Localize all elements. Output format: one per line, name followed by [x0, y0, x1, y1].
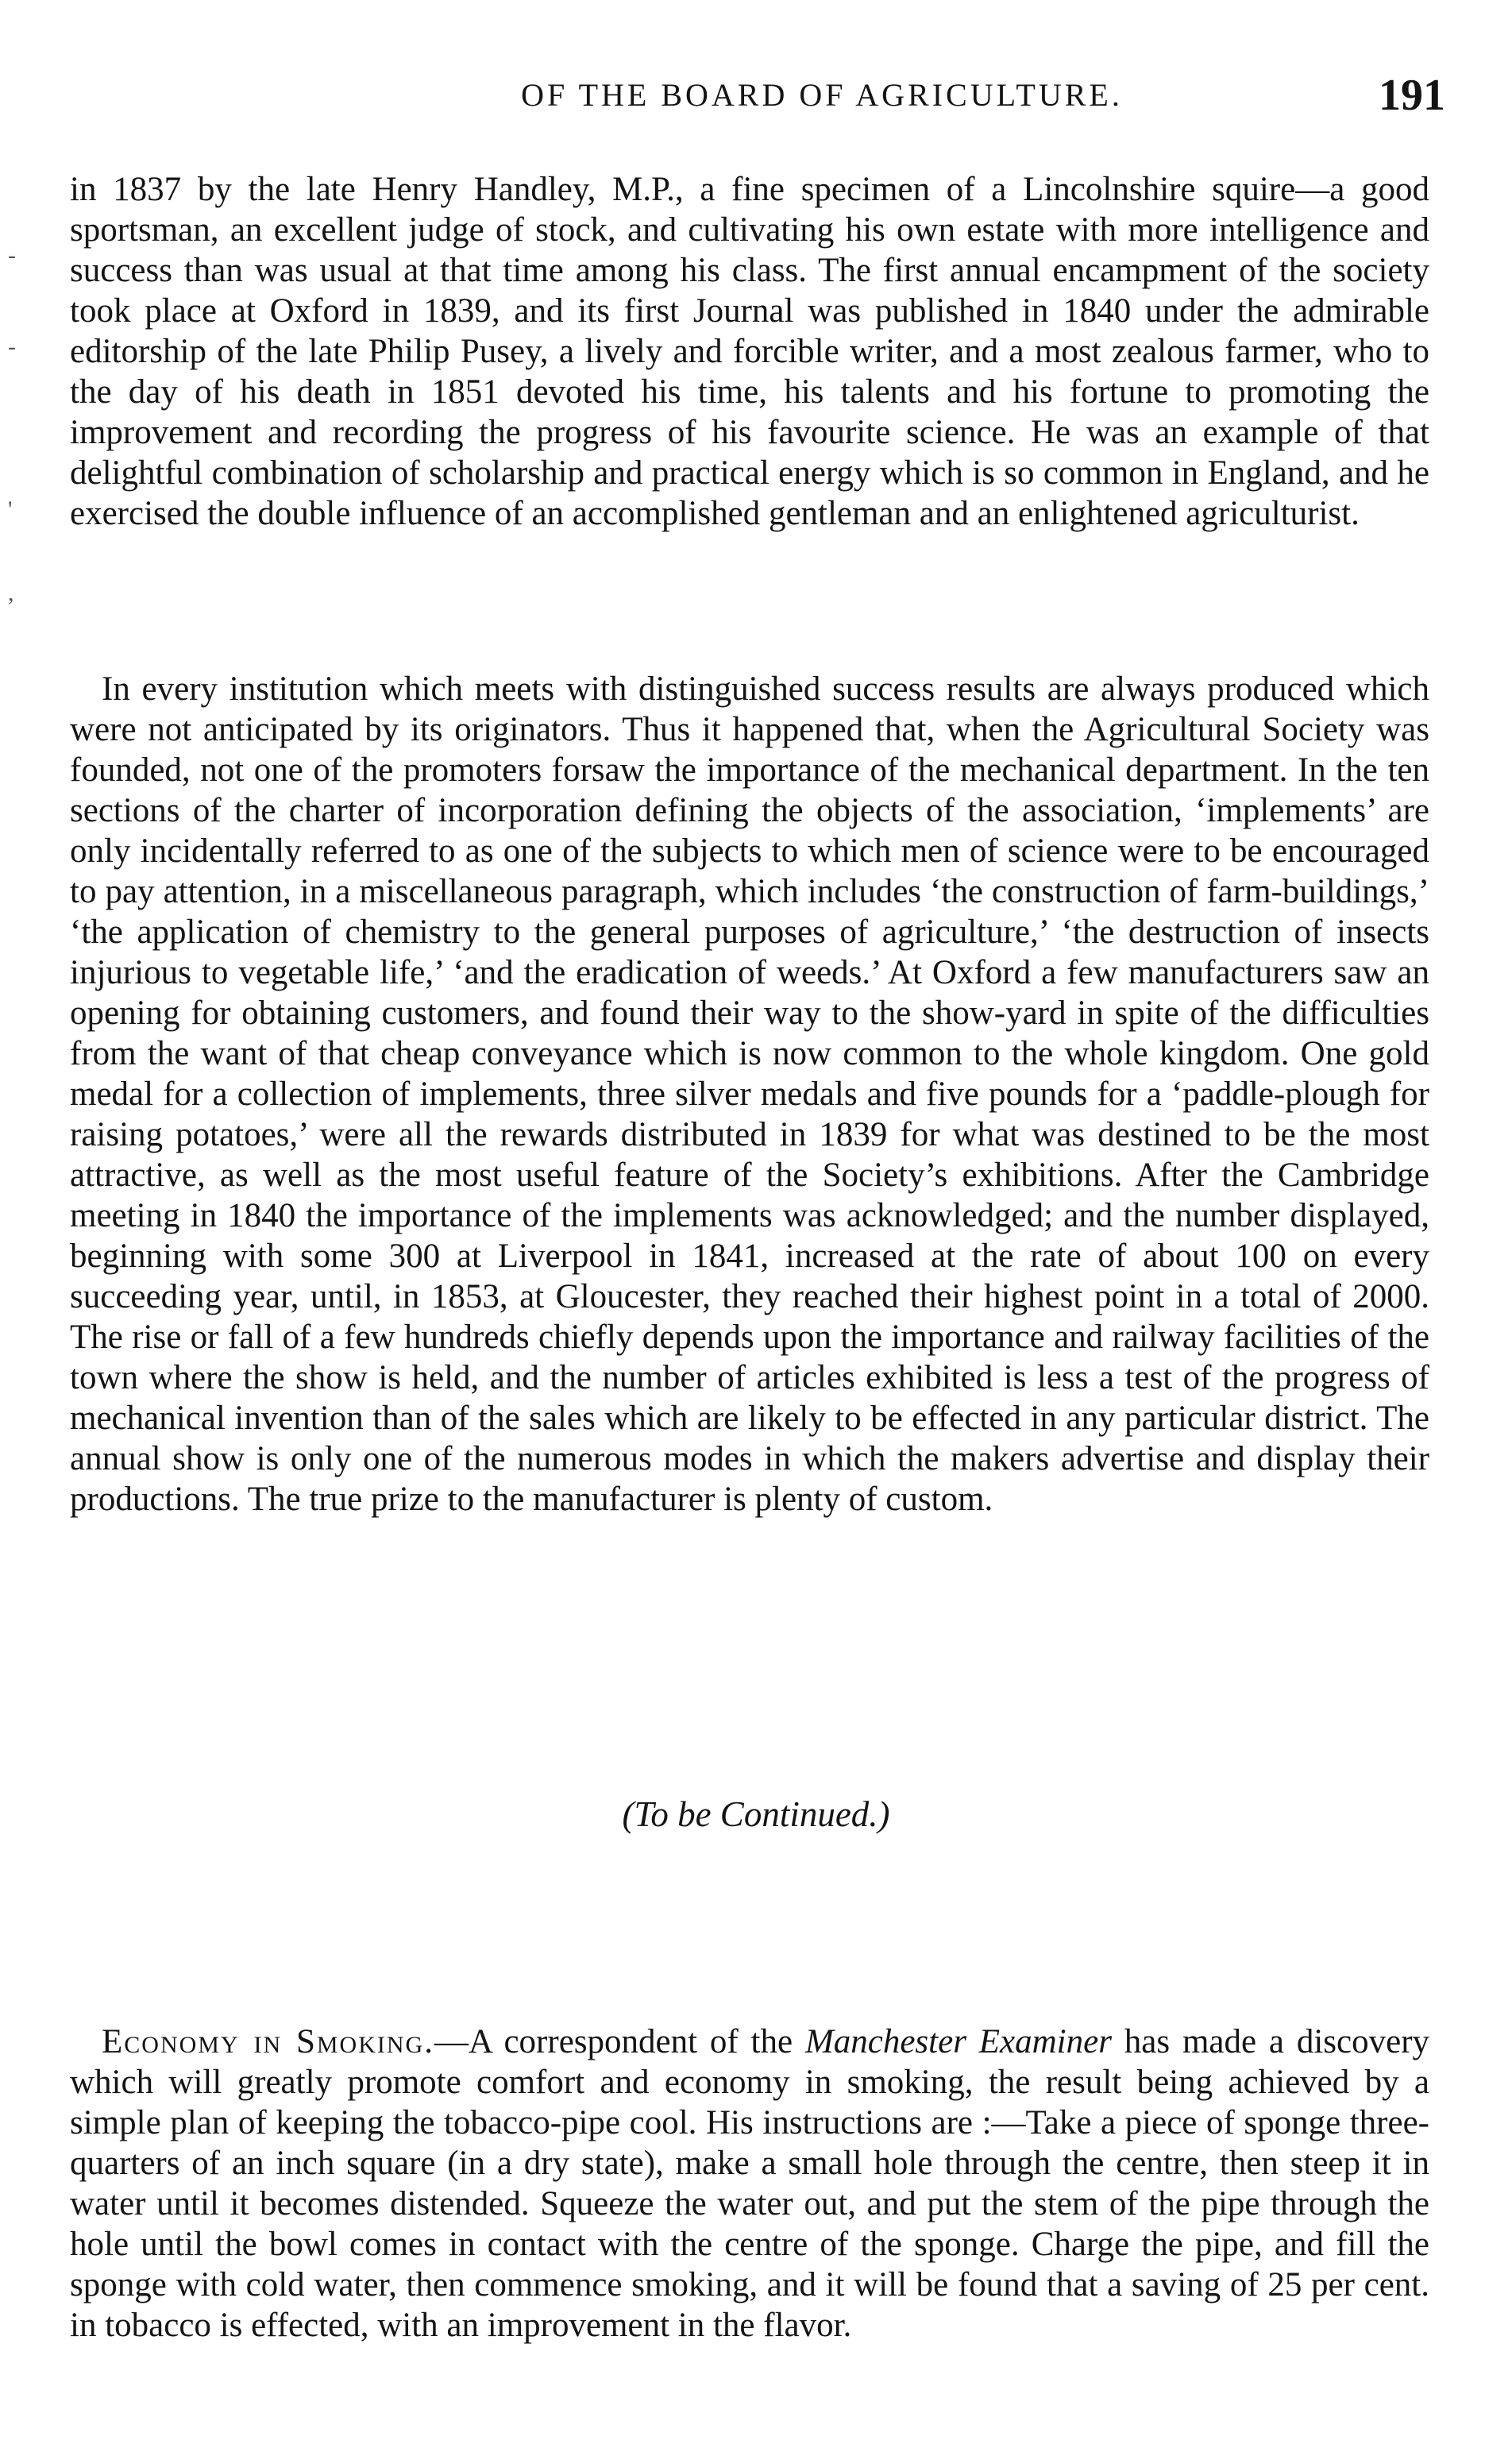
running-head [199, 71, 1445, 132]
article-body: has made a discovery which will greatly promote comfort and economy in smoking, the result being achieved by a simple plan of keeping the tobacco-pipe cool. His instructions are :—Take a piece of sponge three-quarters of an inch square (in a dry state), make a small hole through the centre, then steep it in water until it becomes distended. Squeeze the water out, and put the stem of the pipe through the hole until the bowl comes in contact with the centre of the sponge. Charge the pipe, and fill the sponge with cold water, then commence smoking, and it will be found that a saving of 25 per cent. in tobacco is effected, with an improvement in the flavor. [70, 2023, 1430, 2344]
article-lead: —A correspondent of the [434, 2023, 805, 2060]
margin-mark: - [8, 334, 16, 360]
continuation-paragraph: in 1837 by the late Henry Handley, M.P., a fine specimen of a Lincolnshire squire—a good sportsman, an excellent judge of stock, and cultivating his own estate with more intelligence and success than was usual at that time among his class. The first annual encampment of the society took place at Oxford in 1839, and its first Journal was published in 1840 under the admirable editorship of the late Philip Pusey, a lively and forcible writer, and a most zealous farmer, who to the day of his death in 1851 devoted his time, his talents and his fortune to promoting the improvement and recording the progress of his favourite science. He was an example of that delightful combination of scholarship and practical energy which is so common in England, and he exercised the double influence of an accomplished gentleman and an enlightened agriculturist. [70, 171, 1429, 532]
implements-paragraph: In every institution which meets with distinguished success results are always produced which were not anticipated by its originators. Thus it happened that, when the Agricultural Society was founded, not one of the promoters forsaw the importance of the mechanical department. In the ten sections of the charter of incorporation defining the objects of the association, ‘implements’ are only incidentally referred to as one of the subjects to which men of science were to be encouraged to pay attention, in a miscellaneous paragraph, which includes ‘the construction of farm-buildings,’ ‘the application of chemistry to the general purposes of agriculture,’ ‘the destruction of insects injurious to vegetable life,’ ‘and the eradication of weeds.’ At Oxford a few manufacturers saw an opening for obtaining customers, and found their way to the show-yard in spite of the difficulties from the want of that cheap conveyance which is now common to the whole kingdom. One gold medal for a collection of implements, three silver medals and five pounds for a ‘paddle-plough for raising potatoes,’ were all the rewards distributed in 1839 for what was destined to be the most attractive, as well as the most useful feature of the Society’s exhibitions. After the Cambridge meeting in 1840 the importance of the implements was acknowledged; and the number displayed, beginning with some 300 at Liverpool in 1841, increased at the rate of about 100 on every succeeding year, until, in 1853, at Gloucester, they reached their highest point in a total of 2000. The rise or fall of a few hundreds chiefly depends upon the importance and railway facilities of the town where the show is held, and the number of articles exhibited is less a test of the progress of mechanical invention than of the sales which are likely to be effected in any particular district. The annual show is only one of the numerous modes in which the makers advertise and display their productions. The true prize to the manufacturer is plenty of custom. [70, 670, 1429, 1518]
article-heading: Economy in Smoking. [102, 2023, 434, 2060]
margin-mark: , [8, 580, 14, 606]
margin-mark: - [8, 242, 16, 268]
economy-in-smoking-article [70, 2022, 1429, 2346]
to-be-continued [0, 1794, 1512, 1835]
publication-name: Manchester Examiner [804, 2023, 1112, 2060]
running-title: OF THE BOARD OF AGRICULTURE. [521, 77, 1123, 113]
margin-mark: ' [8, 496, 13, 523]
to-be-continued-text: (To be Continued.) [622, 1794, 890, 1834]
page-number: 191 [1379, 71, 1445, 120]
